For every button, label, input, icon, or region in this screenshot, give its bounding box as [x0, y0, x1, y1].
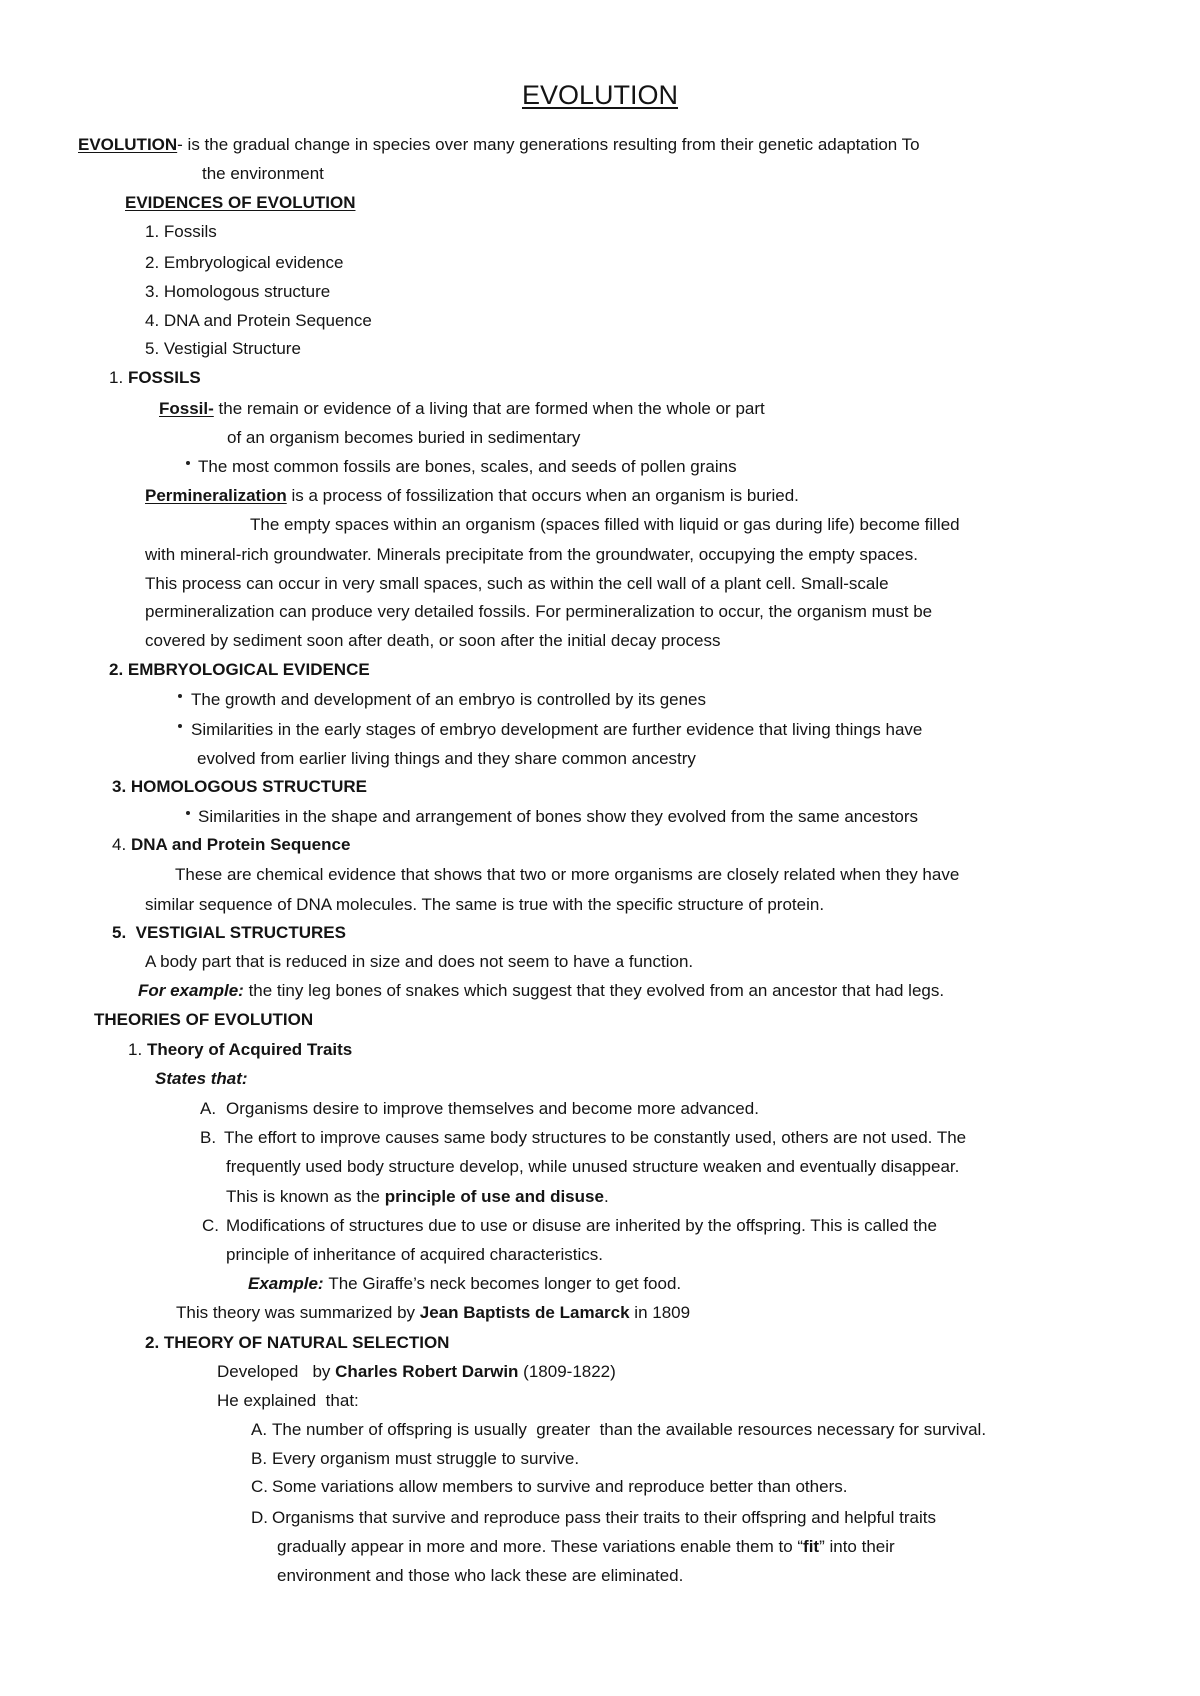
principle-term: principle of use and disuse: [384, 1187, 604, 1206]
page-title: EVOLUTION: [521, 80, 679, 110]
vestigial-example: [138, 980, 944, 1002]
list-item-cont: [226, 1186, 609, 1208]
evolution-term: EVOLUTION: [78, 135, 178, 154]
section-title: Theory of Acquired Traits: [146, 1040, 353, 1059]
permineralization-text: is a process of fossilization that occurs when an organism is buried.: [291, 486, 799, 505]
paragraph-line: This process can occur in very small spaces, such as within the cell wall of a plant cell. Small-scale: [145, 574, 889, 593]
section-heading-fossils: [109, 367, 201, 389]
paragraph-line: The empty spaces within an organism (spaces filled with liquid or gas during life) become filled: [250, 515, 960, 534]
evolution-definition-cont: the environment: [202, 164, 324, 183]
theory-acquired-heading: [128, 1039, 352, 1061]
fossil-definition-cont: of an organism becomes buried in sedimentary: [227, 428, 581, 447]
paragraph-line: with mineral-rich groundwater. Minerals precipitate from the groundwater, occupying the empty spaces.: [145, 545, 918, 564]
section-title: FOSSILS: [127, 368, 201, 387]
theories-heading: THEORIES OF EVOLUTION: [94, 1010, 314, 1029]
evidence-item: 1. Fossils: [145, 222, 217, 241]
evolution-definition-text: - is the gradual change in species over many generations resulting from their genetic adaptation To: [177, 135, 920, 154]
list-marker: C.: [251, 1477, 268, 1496]
list-marker: B.: [251, 1449, 268, 1468]
dna-text: similar sequence of DNA molecules. The same is true with the specific structure of protein.: [145, 895, 825, 914]
example-label: For example:: [138, 981, 244, 1000]
list-item: Every organism must struggle to survive.: [272, 1449, 580, 1468]
paragraph-line: covered by sediment soon after death, or soon after the initial decay process: [145, 631, 721, 650]
bullet-icon: [186, 811, 190, 815]
evidence-item: 4. DNA and Protein Sequence: [145, 311, 372, 330]
paragraph-line: permineralization can produce very detailed fossils. For permineralization to occur, the organism must be: [145, 602, 933, 621]
fossil-definition-text: the remain or evidence of a living that are formed when the whole or part: [218, 399, 765, 418]
bullet-icon: [178, 724, 182, 728]
embryo-bullet-cont: evolved from earlier living things and they share common ancestry: [197, 749, 696, 768]
section-number: 1.: [109, 368, 124, 387]
list-item: Modifications of structures due to use or disuse are inherited by the offspring. This is called the: [226, 1216, 937, 1235]
states-that-label: States that:: [155, 1069, 248, 1088]
text-segment: .: [603, 1187, 609, 1206]
evidence-item: 5. Vestigial Structure: [145, 339, 301, 358]
evolution-definition: [78, 134, 920, 156]
section-number: 1.: [128, 1040, 143, 1059]
section-heading-homologous: 3. HOMOLOGOUS STRUCTURE: [112, 777, 368, 796]
example-text: the tiny leg bones of snakes which suggest that they evolved from an ancestor that had legs.: [248, 981, 945, 1000]
list-item-cont: frequently used body structure develop, while unused structure weaken and eventually disappear.: [226, 1157, 960, 1176]
text-segment: Developed by: [217, 1362, 331, 1381]
text-segment: This is known as the: [226, 1187, 381, 1206]
dna-text: These are chemical evidence that shows that two or more organisms are closely related when they have: [175, 865, 960, 884]
list-item-cont: environment and those who lack these are eliminated.: [277, 1566, 684, 1585]
evidences-heading: EVIDENCES OF EVOLUTION: [125, 193, 356, 212]
list-item-cont: principle of inheritance of acquired characteristics.: [226, 1245, 604, 1264]
list-marker: A.: [251, 1420, 268, 1439]
section-heading-embryological: 2. EMBRYOLOGICAL EVIDENCE: [109, 660, 370, 679]
list-marker: B.: [200, 1128, 217, 1147]
section-number: 4.: [112, 835, 127, 854]
text-segment: (1809-1822): [523, 1362, 616, 1381]
example-label: Example:: [248, 1274, 324, 1293]
acquired-summary: [176, 1302, 690, 1324]
author-name: Charles Robert Darwin: [335, 1362, 519, 1381]
bullet-icon: [186, 461, 190, 465]
list-item: The number of offspring is usually greater than the available resources necessary for survival.: [272, 1420, 987, 1439]
embryo-bullet: The growth and development of an embryo is controlled by its genes: [191, 690, 707, 709]
list-item-cont: [277, 1536, 895, 1558]
permineralization-definition: [145, 485, 799, 507]
natural-developed: [217, 1361, 616, 1383]
evidence-item: 3. Homologous structure: [145, 282, 331, 301]
list-marker: D.: [251, 1508, 268, 1527]
embryo-bullet: Similarities in the early stages of embryo development are further evidence that living things have: [191, 720, 923, 739]
example-text: The Giraffe’s neck becomes longer to get food.: [328, 1274, 682, 1293]
list-item: Organisms desire to improve themselves and become more advanced.: [226, 1099, 759, 1118]
bullet-icon: [178, 694, 182, 698]
theory-natural-heading: 2. THEORY OF NATURAL SELECTION: [145, 1333, 450, 1352]
list-item: The effort to improve causes same body structures to be constantly used, others are not used. The: [224, 1128, 967, 1147]
text-segment: ” into their: [819, 1537, 895, 1556]
natural-explained: He explained that:: [217, 1391, 359, 1410]
text-segment: in 1809: [634, 1303, 691, 1322]
fossil-bullet: The most common fossils are bones, scales, and seeds of pollen grains: [198, 457, 737, 476]
fossil-term: Fossil-: [159, 399, 214, 418]
list-marker: A.: [200, 1099, 217, 1118]
evidence-item: 2. Embryological evidence: [145, 253, 344, 272]
fit-term: fit: [803, 1537, 820, 1556]
fossil-definition: [159, 398, 765, 420]
homologous-bullet: Similarities in the shape and arrangement of bones show they evolved from the same ancestors: [198, 807, 919, 826]
section-title: DNA and Protein Sequence: [130, 835, 351, 854]
section-heading-vestigial: 5. VESTIGIAL STRUCTURES: [112, 923, 346, 942]
list-marker: C.: [202, 1216, 219, 1235]
author-name: Jean Baptists de Lamarck: [419, 1303, 630, 1322]
list-item: Some variations allow members to survive and reproduce better than others.: [272, 1477, 848, 1496]
section-heading-dna: [112, 834, 350, 856]
acquired-example: [248, 1273, 681, 1295]
list-item: Organisms that survive and reproduce pass their traits to their offspring and helpful traits: [272, 1508, 936, 1527]
text-segment: gradually appear in more and more. These variations enable them to “: [277, 1537, 804, 1556]
text-segment: This theory was summarized by: [176, 1303, 416, 1322]
permineralization-term: Permineralization: [145, 486, 287, 505]
vestigial-definition: A body part that is reduced in size and does not seem to have a function.: [145, 952, 694, 971]
